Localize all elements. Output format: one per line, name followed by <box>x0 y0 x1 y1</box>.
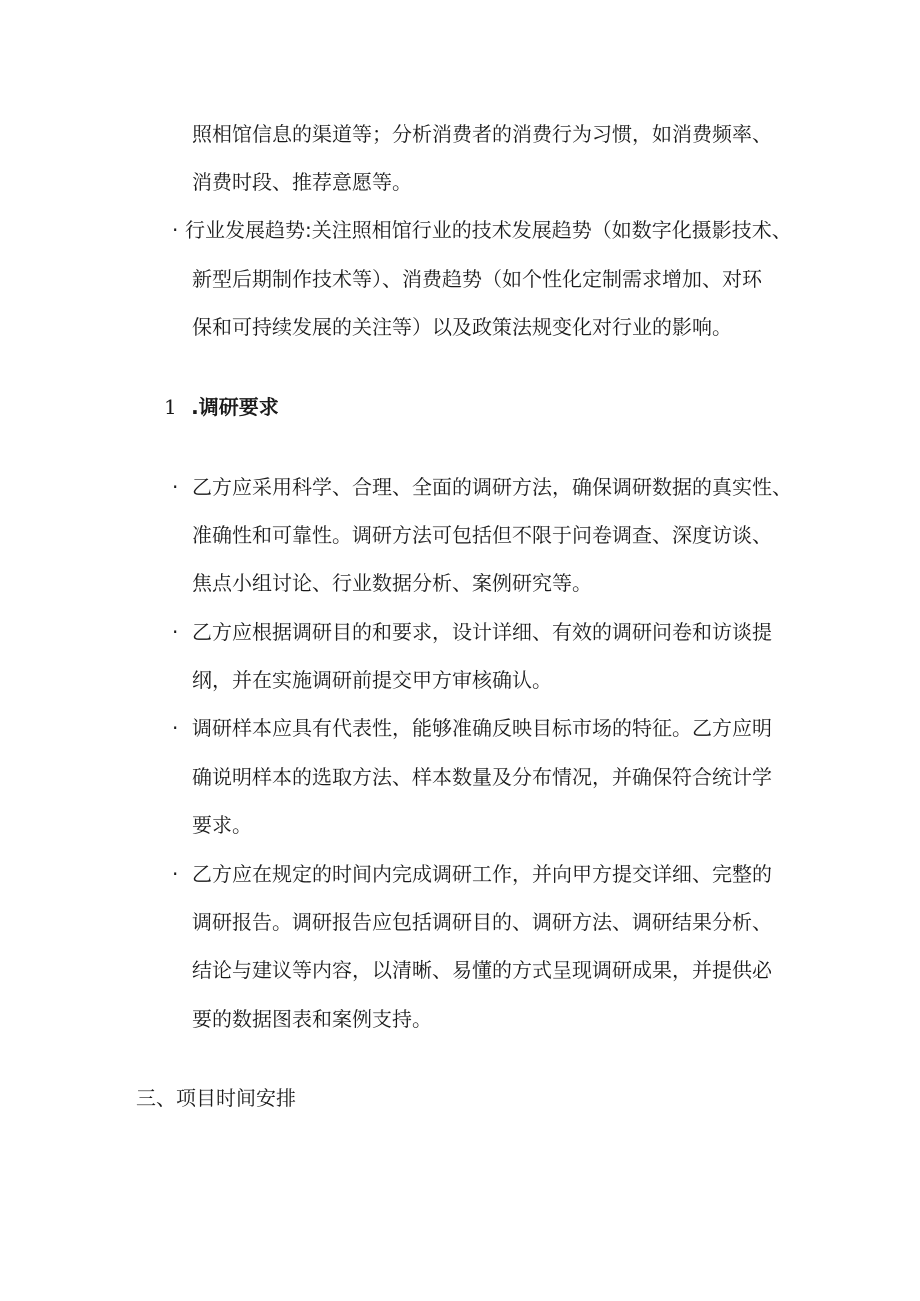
paragraph-line: 焦点小组讨论、行业数据分析、案例研究等。 <box>192 571 592 595</box>
paragraph-line: 纲，并在实施调研前提交甲方审核确认。 <box>192 668 552 692</box>
paragraph-line: 结论与建议等内容，以清晰、易懂的方式呈现调研成果，并提供必 <box>192 958 772 982</box>
bullet-marker: · <box>172 218 179 242</box>
paragraph-line: 要求。 <box>192 813 252 837</box>
paragraph-line: 调研报告。调研报告应包括调研目的、调研方法、调研结果分析、 <box>192 910 772 934</box>
paragraph-line: 照相馆信息的渠道等；分析消费者的消费行为习惯，如消费频率、 <box>192 122 772 146</box>
paragraph-line: 乙方应采用科学、合理、全面的调研方法，确保调研数据的真实性、 <box>192 475 792 499</box>
bullet-marker: · <box>172 620 179 644</box>
paragraph-line: 准确性和可靠性。调研方法可包括但不限于问卷调查、深度访谈、 <box>192 523 772 547</box>
paragraph-line: 行业发展趋势:关注照相馆行业的技术发展趋势（如数字化摄影技术、 <box>185 218 792 242</box>
bullet-marker: · <box>172 862 179 886</box>
section-heading-3: 三、项目时间安排 <box>136 1086 296 1110</box>
paragraph-line: 调研样本应具有代表性，能够准确反映目标市场的特征。乙方应明 <box>192 716 772 740</box>
paragraph-line: 确说明样本的选取方法、样本数量及分布情况，并确保符合统计学 <box>192 765 772 789</box>
section-number: 1 <box>164 395 177 419</box>
paragraph-line: 消费时段、推荐意愿等。 <box>192 170 412 194</box>
paragraph-line: 新型后期制作技术等）、消费趋势（如个性化定制需求增加、对环 <box>192 267 762 291</box>
section-title: .调研要求 <box>191 395 279 419</box>
paragraph-line: 保和可持续发展的关注等）以及政策法规变化对行业的影响。 <box>192 315 732 339</box>
bullet-marker: · <box>172 716 179 740</box>
bullet-marker: · <box>172 475 179 499</box>
section-heading <box>164 395 279 419</box>
paragraph-line: 乙方应在规定的时间内完成调研工作，并向甲方提交详细、完整的 <box>192 862 772 886</box>
paragraph-line: 要的数据图表和案例支持。 <box>192 1007 432 1031</box>
paragraph-line: 乙方应根据调研目的和要求，设计详细、有效的调研问卷和访谈提 <box>192 620 772 644</box>
